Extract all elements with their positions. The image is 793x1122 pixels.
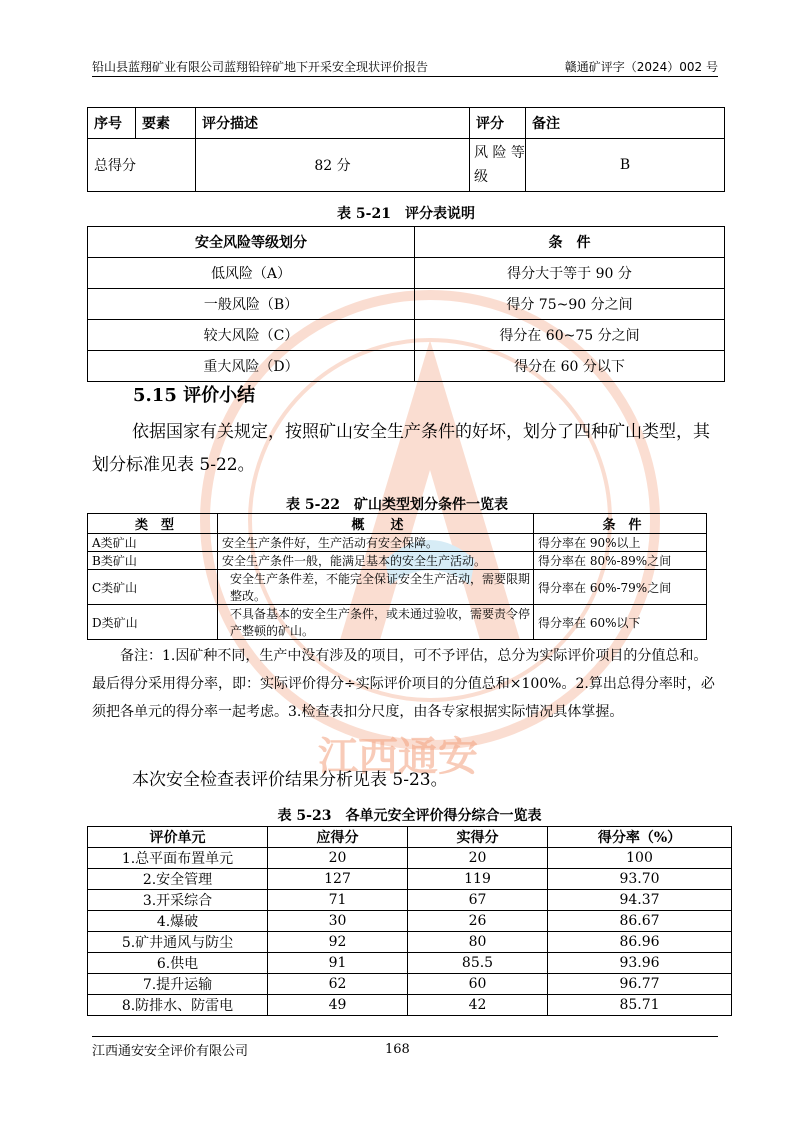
table-cell: 71 — [268, 890, 408, 911]
table-cell: 得分在 60 分以下 — [415, 351, 725, 382]
table-cell: 5.矿井通风与防尘 — [88, 932, 268, 953]
col-header-description: 评分描述 — [196, 108, 470, 139]
table-cell: 20 — [268, 848, 408, 869]
total-score-value: 82 分 — [196, 139, 470, 192]
table-cell: A类矿山 — [88, 534, 218, 552]
table-cell: 119 — [408, 869, 548, 890]
table-cell: 49 — [268, 995, 408, 1016]
table-cell: D类矿山 — [88, 605, 218, 640]
table-cell: 30 — [268, 911, 408, 932]
table-cell: 91 — [268, 953, 408, 974]
table-cell: 4.爆破 — [88, 911, 268, 932]
col-header-type: 类 型 — [88, 514, 218, 534]
col-header-score-rate: 得分率（%） — [548, 827, 732, 848]
table-cell: 26 — [408, 911, 548, 932]
table-row — [88, 974, 732, 995]
table-cell: 80 — [408, 932, 548, 953]
table-cell: 6.供电 — [88, 953, 268, 974]
col-header-remark: 备注 — [526, 108, 725, 139]
risk-level-label: 风 险 等级 — [470, 139, 526, 192]
col-header-score: 评分 — [470, 108, 526, 139]
table-row — [88, 869, 732, 890]
table-cell: 较大风险（C） — [88, 320, 415, 351]
col-header-overview: 概 述 — [218, 514, 534, 534]
header-doc-number: 赣通矿评字（2024）002 号 — [564, 60, 718, 74]
table-cell: 8.防排水、防雷电 — [88, 995, 268, 1016]
footer-company: 江西通安安全评价有限公司 — [92, 1044, 249, 1059]
table-cell: 得分率在 60%-79%之间 — [534, 570, 707, 605]
col-header-max-score: 应得分 — [268, 827, 408, 848]
table-cell: 96.77 — [548, 974, 732, 995]
table-cell: 得分在 60~75 分之间 — [415, 320, 725, 351]
section-heading: 5.15 评价小结 — [133, 385, 256, 406]
table-5-21-caption: 表 5-21 评分表说明 — [337, 206, 475, 222]
table-row — [88, 552, 707, 570]
table-cell: 低风险（A） — [88, 258, 415, 289]
table-row — [88, 890, 732, 911]
table-cell: 86.67 — [548, 911, 732, 932]
mine-type-table — [87, 513, 707, 640]
unit-score-table — [87, 826, 732, 1016]
table-row — [88, 953, 732, 974]
section-paragraph: 依据国家有关规定，按照矿山安全生产条件的好坏，划分了四种矿山类型，其划分标准见表 5-22。 — [92, 422, 710, 475]
table-cell: 100 — [548, 848, 732, 869]
header-divider — [92, 76, 718, 77]
col-header-seq: 序号 — [88, 108, 136, 139]
col-header-actual-score: 实得分 — [408, 827, 548, 848]
table-5-23-caption: 表 5-23 各单元安全评价得分综合一览表 — [277, 808, 542, 824]
risk-level-value: B — [526, 139, 725, 192]
table-cell: 85.5 — [408, 953, 548, 974]
table-cell: 3.开采综合 — [88, 890, 268, 911]
table-cell: 94.37 — [548, 890, 732, 911]
col-header-unit: 评价单元 — [88, 827, 268, 848]
table-row — [88, 289, 725, 320]
table-cell: 1.总平面布置单元 — [88, 848, 268, 869]
page-number: 168 — [385, 1042, 410, 1057]
risk-level-table — [87, 226, 725, 382]
table-cell: B类矿山 — [88, 552, 218, 570]
table-5-22-caption: 表 5-22 矿山类型划分条件一览表 — [286, 497, 508, 513]
table-cell: 不具备基本的安全生产条件，或未通过验收，需要责令停产整顿的矿山。 — [218, 605, 534, 640]
total-score-label: 总得分 — [88, 139, 196, 192]
table-cell: C类矿山 — [88, 570, 218, 605]
table-cell: 得分 75~90 分之间 — [415, 289, 725, 320]
table-cell: 86.96 — [548, 932, 732, 953]
table-cell: 127 — [268, 869, 408, 890]
table-cell: 得分大于等于 90 分 — [415, 258, 725, 289]
table-cell: 得分率在 60%以下 — [534, 605, 707, 640]
page-header — [92, 56, 718, 76]
table-row — [88, 258, 725, 289]
col-header-element: 要素 — [136, 108, 196, 139]
table-cell: 85.71 — [548, 995, 732, 1016]
table-cell: 安全生产条件好，生产活动有安全保障。 — [218, 534, 534, 552]
table-row — [88, 848, 732, 869]
table-row — [88, 534, 707, 552]
table-cell: 2.安全管理 — [88, 869, 268, 890]
table-cell: 60 — [408, 974, 548, 995]
header-title: 铅山县蓝翔矿业有限公司蓝翔铅锌矿地下开采安全现状评价报告 — [92, 60, 429, 74]
table-row — [88, 911, 732, 932]
score-summary-table — [87, 107, 725, 192]
table-cell: 93.70 — [548, 869, 732, 890]
table-row — [88, 351, 725, 382]
table-row — [88, 320, 725, 351]
table-row — [88, 605, 707, 640]
table-note: 备注：1.因矿种不同，生产中没有涉及的项目，可不予评估，总分为实际评价项目的分值总和。最后得分采用得分率，即：实际评价得分÷实际评价项目的分值总和×100%。2.算出总得分率时，必须把各单元的得分率一起考虑。3.检查表扣分尺度，由各专家根据实际情况具体掌握。 — [92, 648, 715, 720]
col-header-condition: 条 件 — [415, 227, 725, 258]
table-cell: 42 — [408, 995, 548, 1016]
table-cell: 安全生产条件差，不能完全保证安全生产活动，需要限期整改。 — [218, 570, 534, 605]
table-row — [88, 932, 732, 953]
table-cell: 7.提升运输 — [88, 974, 268, 995]
table-row — [88, 995, 732, 1016]
table-cell: 得分率在 90%以上 — [534, 534, 707, 552]
result-intro-paragraph: 本次安全检查表评价结果分析见表 5-23。 — [132, 770, 448, 790]
table-cell: 92 — [268, 932, 408, 953]
col-header-risk-level: 安全风险等级划分 — [88, 227, 415, 258]
table-row — [88, 570, 707, 605]
footer-divider — [92, 1036, 718, 1037]
watermark-text: 江西通安 — [318, 734, 478, 780]
table-cell: 一般风险（B） — [88, 289, 415, 320]
table-cell: 62 — [268, 974, 408, 995]
table-cell: 安全生产条件一般，能满足基本的安全生产活动。 — [218, 552, 534, 570]
col-header-condition: 条 件 — [534, 514, 707, 534]
table-cell: 67 — [408, 890, 548, 911]
table-cell: 93.96 — [548, 953, 732, 974]
table-cell: 20 — [408, 848, 548, 869]
table-cell: 重大风险（D） — [88, 351, 415, 382]
table-cell: 得分率在 80%-89%之间 — [534, 552, 707, 570]
